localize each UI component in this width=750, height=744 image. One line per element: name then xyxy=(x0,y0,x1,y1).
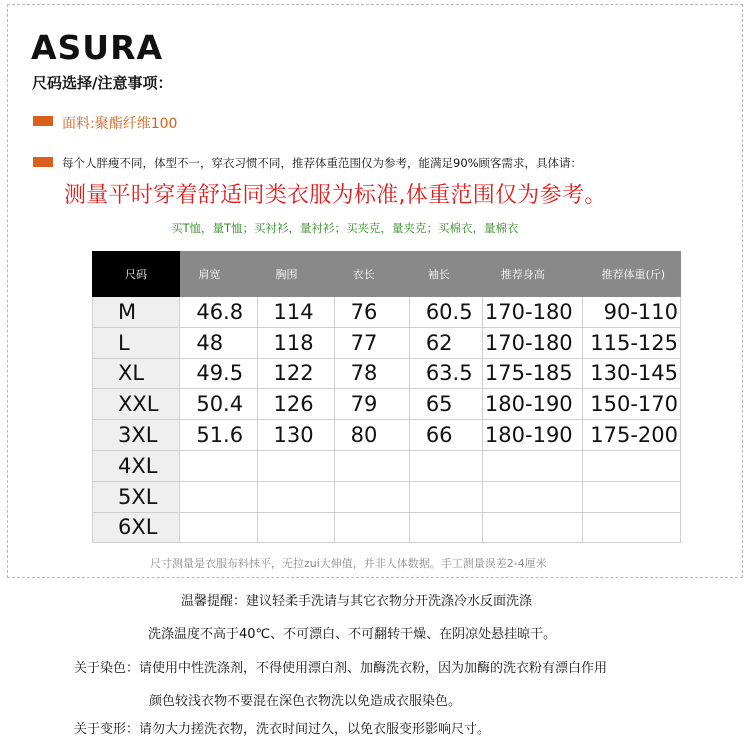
column-header: 胸围 xyxy=(257,252,334,297)
table-cell: 49.5 xyxy=(180,358,257,389)
table-cell: 126 xyxy=(257,389,334,420)
table-cell xyxy=(583,481,681,512)
table-cell: 50.4 xyxy=(180,389,257,420)
table-row xyxy=(93,297,681,328)
table-cell: 130 xyxy=(257,420,334,451)
table-cell xyxy=(257,512,334,543)
table-cell xyxy=(334,450,409,481)
table-cell: 78 xyxy=(334,358,409,389)
size-label: 4XL xyxy=(93,450,180,481)
table-cell: 130-145 xyxy=(583,358,681,389)
table-cell xyxy=(409,450,482,481)
table-cell: 175-200 xyxy=(583,420,681,451)
table-row xyxy=(93,389,681,420)
table-cell: 180-190 xyxy=(482,420,583,451)
table-cell xyxy=(257,450,334,481)
size-table xyxy=(92,251,681,543)
care-tip: 温馨提醒：建议轻柔手洗请与其它衣物分开洗涤冷水反面洗涤 xyxy=(181,594,533,609)
table-cell: 122 xyxy=(257,358,334,389)
table-cell xyxy=(334,512,409,543)
table-cell xyxy=(583,512,681,543)
table-cell xyxy=(257,481,334,512)
orange-bullet-icon xyxy=(33,157,53,167)
column-header: 推荐身高 xyxy=(482,252,583,297)
size-label: L xyxy=(93,327,180,358)
table-cell: 115-125 xyxy=(583,327,681,358)
measurement-note: 尺寸测量是衣服布料抹平，无拉zui大伸值，并非人体数据。手工测量误差2-4厘米 xyxy=(150,557,547,570)
table-cell: 118 xyxy=(257,327,334,358)
table-cell: 180-190 xyxy=(482,389,583,420)
table-cell xyxy=(482,450,583,481)
care-dye: 关于染色：请使用中性洗涤剂，不得使用漂白剂、加酶洗衣粉，因为加酶的洗衣粉有漂白作用 xyxy=(74,661,608,676)
fit-note-highlight: 测量平时穿着舒适同类衣服为标准,体重范围仅为参考。 xyxy=(64,183,607,208)
table-row xyxy=(93,327,681,358)
table-cell: 66 xyxy=(409,420,482,451)
table-cell: 46.8 xyxy=(180,297,257,328)
size-label: 6XL xyxy=(93,512,180,543)
table-cell: 79 xyxy=(334,389,409,420)
table-cell: 65 xyxy=(409,389,482,420)
table-cell xyxy=(180,481,257,512)
table-row xyxy=(93,420,681,451)
table-cell: 63.5 xyxy=(409,358,482,389)
table-cell: 175-185 xyxy=(482,358,583,389)
size-label: XXL xyxy=(93,389,180,420)
table-cell: 170-180 xyxy=(482,327,583,358)
care-dye-detail: 颜色较浅衣物不要混在深色衣物洗以免造成衣服染色。 xyxy=(149,694,462,709)
fit-note: 每个人胖瘦不同，体型不一，穿衣习惯不同，推荐体重范围仅为参考，能满足90%顾客需求，具体请： xyxy=(62,156,583,170)
table-row xyxy=(93,512,681,543)
table-cell: 90-110 xyxy=(583,297,681,328)
column-header: 肩宽 xyxy=(180,252,257,297)
table-cell: 51.6 xyxy=(180,420,257,451)
table-cell xyxy=(180,512,257,543)
table-cell: 77 xyxy=(334,327,409,358)
table-cell: 60.5 xyxy=(409,297,482,328)
table-cell xyxy=(409,512,482,543)
table-row xyxy=(93,481,681,512)
orange-bullet-icon xyxy=(33,116,53,126)
table-cell: 48 xyxy=(180,327,257,358)
table-cell xyxy=(583,450,681,481)
column-header: 推荐体重(斤) xyxy=(583,252,681,297)
table-cell: 76 xyxy=(334,297,409,328)
table-cell: 150-170 xyxy=(583,389,681,420)
fabric-info: 面料:聚酯纤维100 xyxy=(62,116,178,132)
table-row xyxy=(93,358,681,389)
care-temperature: 洗涤温度不高于40℃、不可漂白、不可翻转干燥、在阴凉处悬挂晾干。 xyxy=(148,627,557,642)
table-row xyxy=(93,450,681,481)
table-cell xyxy=(334,481,409,512)
fit-note-example: 买T恤，量T恤；买衬衫，量衬衫；买夹克，量夹克；买棉衣，量棉衣 xyxy=(171,221,519,235)
table-cell: 170-180 xyxy=(482,297,583,328)
column-header: 袖长 xyxy=(409,252,482,297)
size-label: 5XL xyxy=(93,481,180,512)
table-cell xyxy=(180,450,257,481)
size-label: 3XL xyxy=(93,420,180,451)
table-cell: 62 xyxy=(409,327,482,358)
size-label: XL xyxy=(93,358,180,389)
size-label: M xyxy=(93,297,180,328)
table-cell xyxy=(482,481,583,512)
table-cell xyxy=(409,481,482,512)
care-deformation: 关于变形：请勿大力搓洗衣物，洗衣时间过久，以免衣服变形影响尺寸。 xyxy=(74,722,491,737)
table-cell: 114 xyxy=(257,297,334,328)
brand-title: ASURA xyxy=(31,28,164,67)
table-header-row xyxy=(93,252,681,297)
table-cell xyxy=(482,512,583,543)
section-subtitle: 尺码选择/注意事项： xyxy=(32,74,173,92)
table-cell: 80 xyxy=(334,420,409,451)
column-header: 衣长 xyxy=(334,252,409,297)
column-header: 尺码 xyxy=(93,252,180,297)
